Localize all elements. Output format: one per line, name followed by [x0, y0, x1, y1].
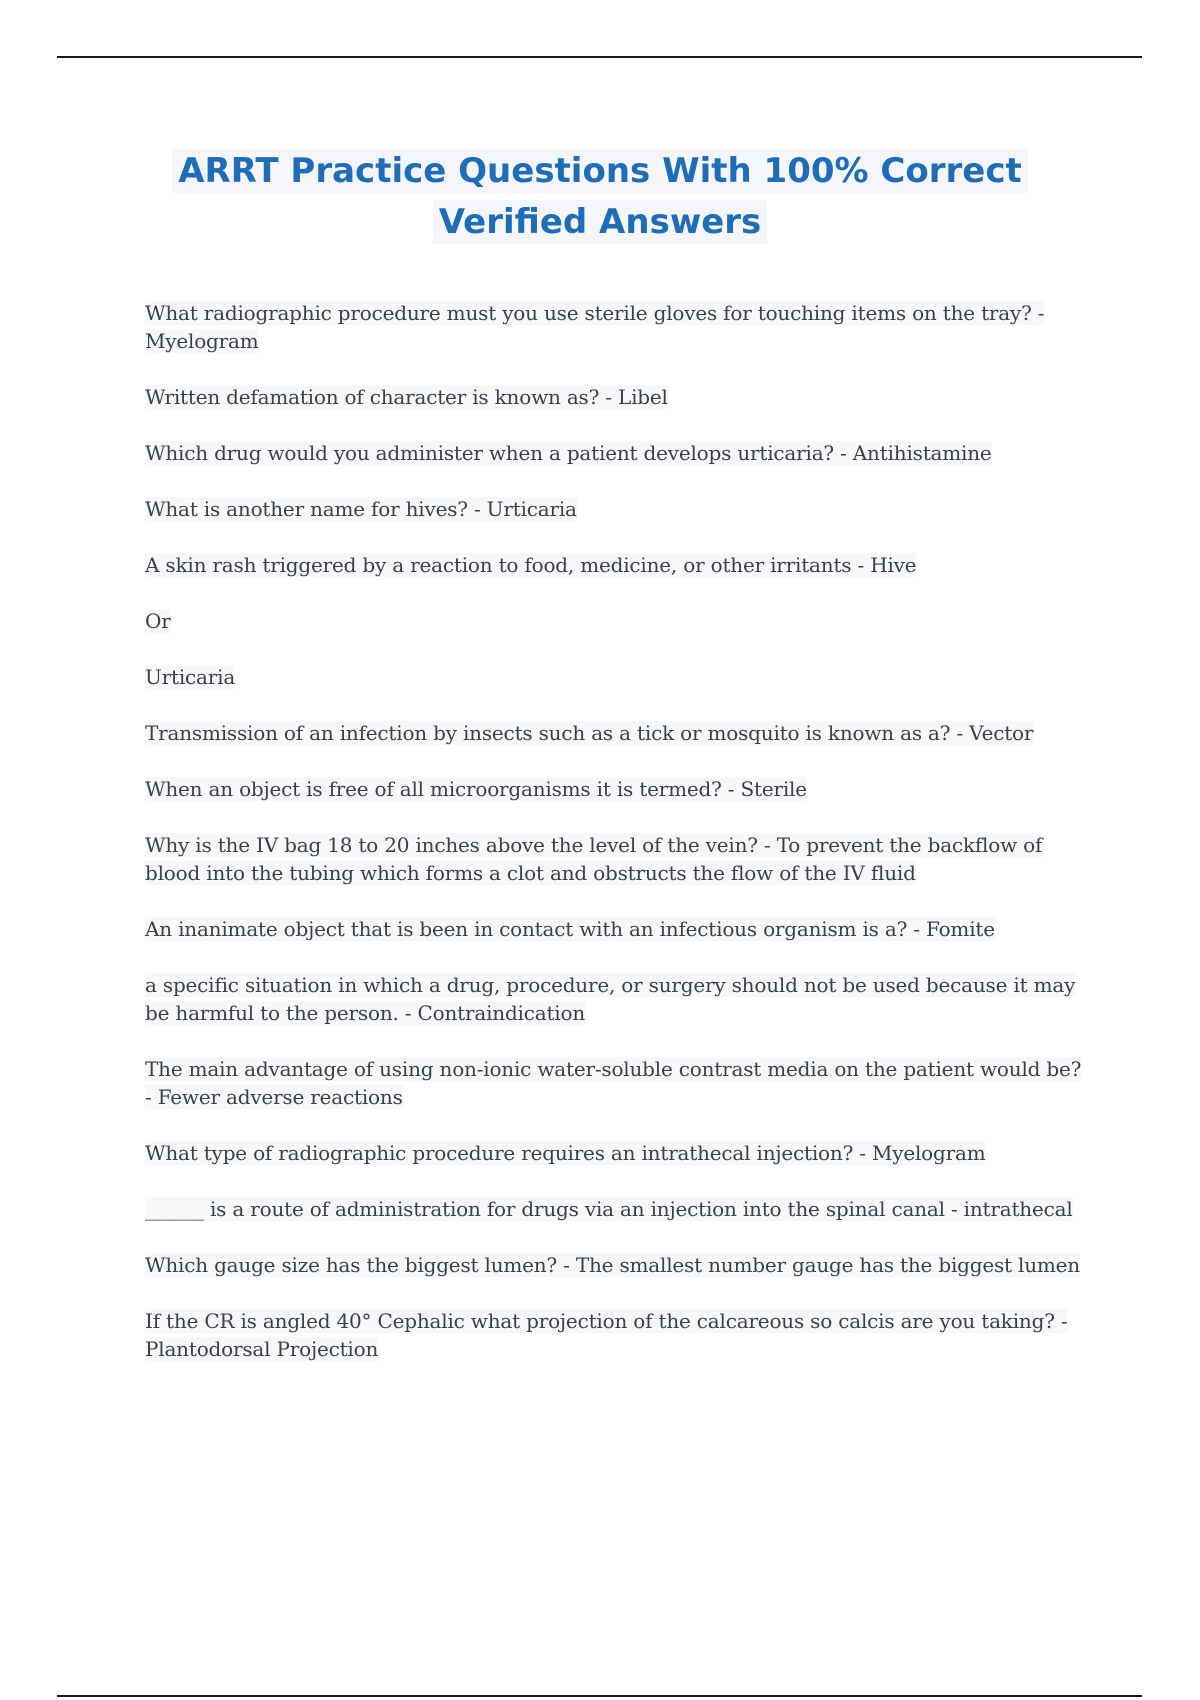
qa-text: What type of radiographic procedure requires an intrathecal injection? - Myelogram — [145, 1141, 986, 1165]
qa-text: a specific situation in which a drug, procedure, or surgery should not be used because it may be harmful to the person. - Contraindication — [145, 973, 1076, 1025]
title-line-2: Verified Answers — [433, 200, 768, 244]
qa-text: Which gauge size has the biggest lumen? - The smallest number gauge has the biggest lumen — [145, 1253, 1080, 1277]
document-title — [120, 146, 1080, 248]
qa-text: An inanimate object that is been in contact with an infectious organism is a? - Fomite — [145, 917, 995, 941]
qa-text: Why is the IV bag 18 to 20 inches above the level of the vein? - To prevent the backflow of blood into the tubing which forms a clot and obstructs the flow of the IV fluid — [145, 833, 1043, 885]
qa-list — [145, 299, 1085, 1391]
qa-item — [145, 1139, 1085, 1167]
title-line-1: ARRT Practice Questions With 100% Correct — [172, 149, 1028, 193]
qa-text: ______ is a route of administration for drugs via an injection into the spinal canal - intrathecal — [145, 1197, 1073, 1221]
qa-item — [145, 1307, 1085, 1363]
qa-item — [145, 831, 1085, 887]
qa-text: If the CR is angled 40° Cephalic what projection of the calcareous so calcis are you taking? - Plantodorsal Projection — [145, 1309, 1068, 1361]
qa-item — [145, 1251, 1085, 1279]
bottom-rule — [57, 1695, 1142, 1697]
qa-item — [145, 719, 1085, 747]
qa-item — [145, 551, 1085, 579]
qa-item — [145, 775, 1085, 803]
qa-item — [145, 971, 1085, 1027]
qa-text: Written defamation of character is known as? - Libel — [145, 385, 668, 409]
qa-text: Urticaria — [145, 665, 236, 689]
qa-text: What radiographic procedure must you use sterile gloves for touching items on the tray? - Myelogram — [145, 301, 1045, 353]
qa-item — [145, 439, 1085, 467]
qa-text: What is another name for hives? - Urticaria — [145, 497, 577, 521]
qa-text: Transmission of an infection by insects such as a tick or mosquito is known as a? - Vector — [145, 721, 1034, 745]
qa-item — [145, 1055, 1085, 1111]
qa-text: When an object is free of all microorganisms it is termed? - Sterile — [145, 777, 807, 801]
qa-text: Which drug would you administer when a patient develops urticaria? - Antihistamine — [145, 441, 992, 465]
qa-item — [145, 383, 1085, 411]
qa-item — [145, 607, 1085, 635]
qa-item — [145, 663, 1085, 691]
qa-text: A skin rash triggered by a reaction to food, medicine, or other irritants - Hive — [145, 553, 917, 577]
top-rule — [57, 56, 1142, 58]
qa-text: Or — [145, 609, 171, 633]
qa-item — [145, 495, 1085, 523]
qa-item — [145, 299, 1085, 355]
qa-text: The main advantage of using non-ionic water-soluble contrast media on the patient would be? - Fewer adverse reactions — [145, 1057, 1082, 1109]
qa-item — [145, 915, 1085, 943]
qa-item — [145, 1195, 1085, 1223]
